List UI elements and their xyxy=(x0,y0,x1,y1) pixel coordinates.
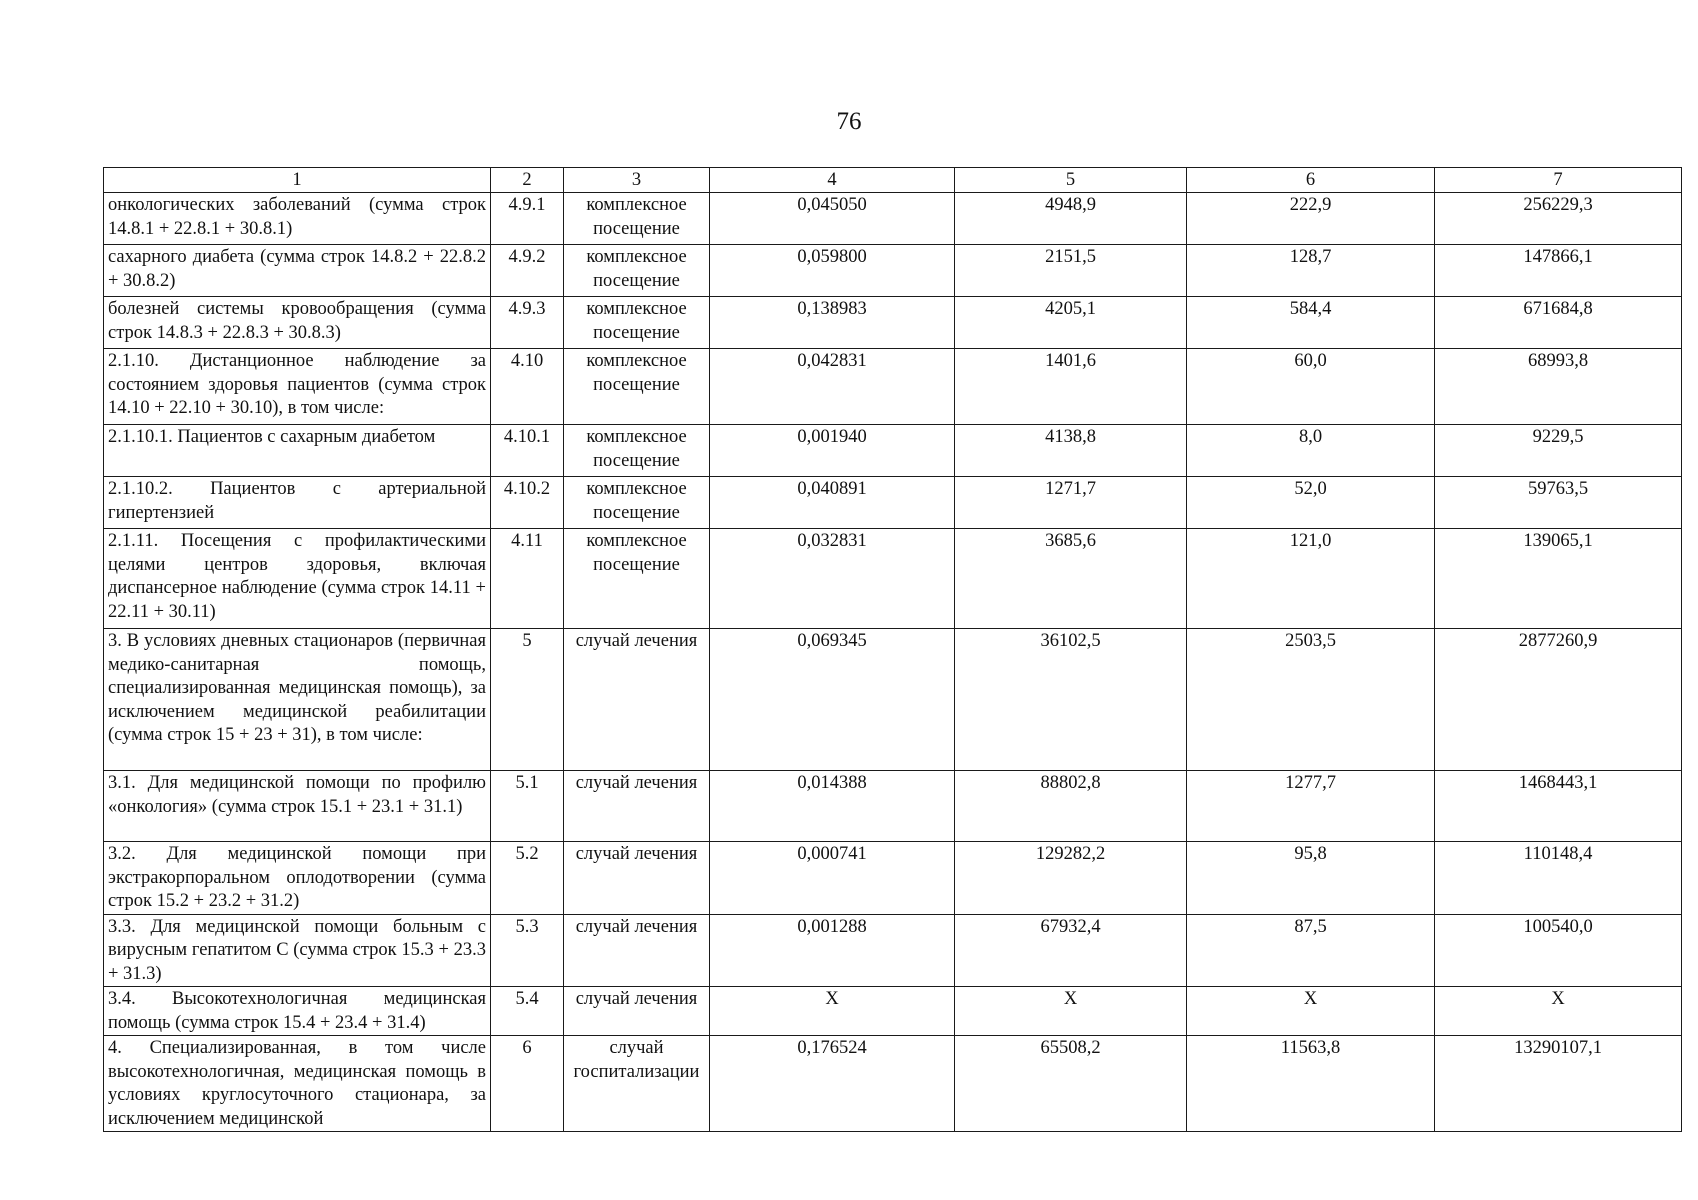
value-cell: 0,001940 xyxy=(710,425,955,477)
column-header: 2 xyxy=(491,168,564,193)
unit-cell: случай лечения xyxy=(564,914,710,987)
value-cell: Х xyxy=(955,987,1187,1036)
value-cell: 9229,5 xyxy=(1435,425,1682,477)
value-cell: 13290107,1 xyxy=(1435,1036,1682,1132)
value-cell: 1468443,1 xyxy=(1435,771,1682,842)
value-cell: 121,0 xyxy=(1187,529,1435,629)
value-cell: 0,000741 xyxy=(710,842,955,915)
table-row xyxy=(104,245,1682,297)
value-cell: 8,0 xyxy=(1187,425,1435,477)
row-code-cell: 4.10.1 xyxy=(491,425,564,477)
value-cell: 87,5 xyxy=(1187,914,1435,987)
table-row xyxy=(104,425,1682,477)
value-cell: 1401,6 xyxy=(955,349,1187,425)
unit-cell: комплексное посещение xyxy=(564,425,710,477)
value-cell: 0,069345 xyxy=(710,629,955,771)
row-code-cell: 5.1 xyxy=(491,771,564,842)
value-cell: 4948,9 xyxy=(955,193,1187,245)
column-header: 1 xyxy=(104,168,491,193)
value-cell: 2503,5 xyxy=(1187,629,1435,771)
value-cell: 100540,0 xyxy=(1435,914,1682,987)
row-name-cell: 2.1.10.1. Пациентов с сахарным диабетом xyxy=(104,425,491,477)
row-code-cell: 5.2 xyxy=(491,842,564,915)
row-name-cell: 2.1.10.2. Пациентов с артериальной гипертензией xyxy=(104,477,491,529)
value-cell: 4138,8 xyxy=(955,425,1187,477)
value-cell: 129282,2 xyxy=(955,842,1187,915)
value-cell: 0,176524 xyxy=(710,1036,955,1132)
table-row xyxy=(104,914,1682,987)
value-cell: 139065,1 xyxy=(1435,529,1682,629)
value-cell: 671684,8 xyxy=(1435,297,1682,349)
value-cell: 11563,8 xyxy=(1187,1036,1435,1132)
value-cell: 3685,6 xyxy=(955,529,1187,629)
value-cell: 2151,5 xyxy=(955,245,1187,297)
value-cell: 95,8 xyxy=(1187,842,1435,915)
table-row xyxy=(104,349,1682,425)
value-cell: 59763,5 xyxy=(1435,477,1682,529)
table-row xyxy=(104,771,1682,842)
value-cell: 0,138983 xyxy=(710,297,955,349)
value-cell: 4205,1 xyxy=(955,297,1187,349)
row-name-cell: 3.3. Для медицинской помощи больным с вирусным гепатитом С (сумма строк 15.3 + 23.3 + 31.3) xyxy=(104,914,491,987)
row-code-cell: 5.4 xyxy=(491,987,564,1036)
value-cell: 88802,8 xyxy=(955,771,1187,842)
header-row xyxy=(104,168,1682,193)
row-code-cell: 4.11 xyxy=(491,529,564,629)
row-name-cell: 2.1.11. Посещения с профилактическими целями центров здоровья, включая диспансерное наблюдение (сумма строк 14.11 + 22.11 + 30.11) xyxy=(104,529,491,629)
value-cell: Х xyxy=(1187,987,1435,1036)
row-code-cell: 5 xyxy=(491,629,564,771)
unit-cell: комплексное посещение xyxy=(564,477,710,529)
value-cell: Х xyxy=(1435,987,1682,1036)
row-code-cell: 6 xyxy=(491,1036,564,1132)
value-cell: 0,045050 xyxy=(710,193,955,245)
value-cell: 0,040891 xyxy=(710,477,955,529)
unit-cell: случай госпитализации xyxy=(564,1036,710,1132)
unit-cell: комплексное посещение xyxy=(564,193,710,245)
value-cell: 256229,3 xyxy=(1435,193,1682,245)
value-cell: 0,032831 xyxy=(710,529,955,629)
table-row xyxy=(104,297,1682,349)
value-cell: 1277,7 xyxy=(1187,771,1435,842)
value-cell: 584,4 xyxy=(1187,297,1435,349)
unit-cell: комплексное посещение xyxy=(564,245,710,297)
value-cell: 110148,4 xyxy=(1435,842,1682,915)
row-name-cell: болезней системы кровообращения (сумма строк 14.8.3 + 22.8.3 + 30.8.3) xyxy=(104,297,491,349)
unit-cell: случай лечения xyxy=(564,842,710,915)
column-header: 5 xyxy=(955,168,1187,193)
value-cell: 128,7 xyxy=(1187,245,1435,297)
value-cell: 0,014388 xyxy=(710,771,955,842)
table-row xyxy=(104,193,1682,245)
value-cell: 2877260,9 xyxy=(1435,629,1682,771)
row-name-cell: сахарного диабета (сумма строк 14.8.2 + 22.8.2 + 30.8.2) xyxy=(104,245,491,297)
value-cell: 0,001288 xyxy=(710,914,955,987)
column-header: 6 xyxy=(1187,168,1435,193)
row-code-cell: 4.10.2 xyxy=(491,477,564,529)
unit-cell: комплексное посещение xyxy=(564,349,710,425)
row-name-cell: 4. Специализированная, в том числе высокотехнологичная, медицинская помощь в условиях круглосуточного стационара, за исключением медицинской xyxy=(104,1036,491,1132)
row-code-cell: 4.10 xyxy=(491,349,564,425)
table-row xyxy=(104,477,1682,529)
row-name-cell: 3.2. Для медицинской помощи при экстракорпоральном оплодотворении (сумма строк 15.2 + 23.2 + 31.2) xyxy=(104,842,491,915)
table-row xyxy=(104,842,1682,915)
unit-cell: случай лечения xyxy=(564,771,710,842)
row-code-cell: 4.9.1 xyxy=(491,193,564,245)
table-row xyxy=(104,1036,1682,1132)
row-code-cell: 4.9.2 xyxy=(491,245,564,297)
table-row xyxy=(104,987,1682,1036)
unit-cell: комплексное посещение xyxy=(564,297,710,349)
data-table xyxy=(103,167,1682,1132)
unit-cell: случай лечения xyxy=(564,987,710,1036)
unit-cell: комплексное посещение xyxy=(564,529,710,629)
row-code-cell: 4.9.3 xyxy=(491,297,564,349)
value-cell: 60,0 xyxy=(1187,349,1435,425)
value-cell: 52,0 xyxy=(1187,477,1435,529)
value-cell: 222,9 xyxy=(1187,193,1435,245)
row-code-cell: 5.3 xyxy=(491,914,564,987)
table-row xyxy=(104,629,1682,771)
value-cell: 0,042831 xyxy=(710,349,955,425)
table-row xyxy=(104,529,1682,629)
unit-cell: случай лечения xyxy=(564,629,710,771)
row-name-cell: онкологических заболеваний (сумма строк 14.8.1 + 22.8.1 + 30.8.1) xyxy=(104,193,491,245)
value-cell: 65508,2 xyxy=(955,1036,1187,1132)
table-body xyxy=(104,193,1682,1132)
column-header: 7 xyxy=(1435,168,1682,193)
value-cell: 147866,1 xyxy=(1435,245,1682,297)
value-cell: 0,059800 xyxy=(710,245,955,297)
column-header: 3 xyxy=(564,168,710,193)
value-cell: 68993,8 xyxy=(1435,349,1682,425)
page-number: 76 xyxy=(836,108,862,135)
row-name-cell: 3.1. Для медицинской помощи по профилю «онкология» (сумма строк 15.1 + 23.1 + 31.1) xyxy=(104,771,491,842)
value-cell: 67932,4 xyxy=(955,914,1187,987)
column-header: 4 xyxy=(710,168,955,193)
value-cell: 36102,5 xyxy=(955,629,1187,771)
value-cell: Х xyxy=(710,987,955,1036)
row-name-cell: 2.1.10. Дистанционное наблюдение за состоянием здоровья пациентов (сумма строк 14.10 + 22.10 + 30.10), в том числе: xyxy=(104,349,491,425)
row-name-cell: 3.4. Высокотехнологичная медицинская помощь (сумма строк 15.4 + 23.4 + 31.4) xyxy=(104,987,491,1036)
row-name-cell: 3. В условиях дневных стационаров (первичная медико-санитарная помощь, специализированная медицинская помощь), за исключением медицинской реабилитации (сумма строк 15 + 23 + 31), в том числе: xyxy=(104,629,491,771)
value-cell: 1271,7 xyxy=(955,477,1187,529)
